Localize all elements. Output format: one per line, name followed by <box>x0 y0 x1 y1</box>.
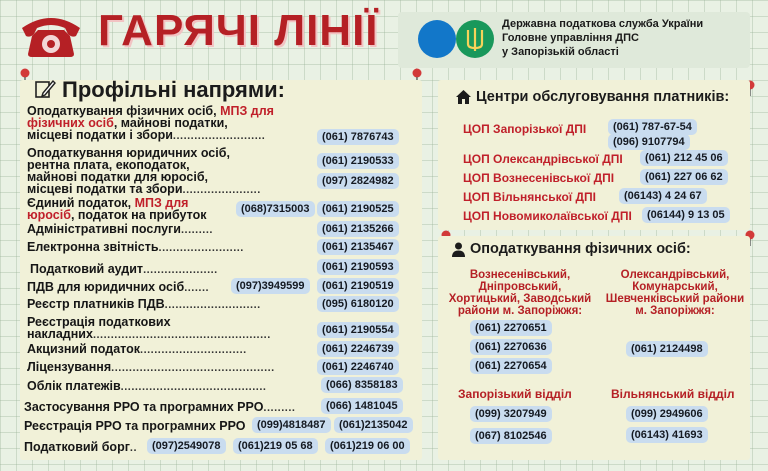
direction-label <box>30 263 218 276</box>
phone-number[interactable]: (061) 2270654 <box>470 358 552 374</box>
district-line: Комунарський, <box>632 281 718 293</box>
phone-number[interactable]: (061)219 06 00 <box>325 438 410 454</box>
direction-text: Податковий борг <box>24 440 130 454</box>
direction-text: , майнові податки, <box>113 116 228 130</box>
phone-number[interactable]: (097) 2824982 <box>317 173 399 189</box>
phone-number[interactable]: (061) 2246740 <box>317 359 399 375</box>
leader-dots: ........................ <box>158 242 244 254</box>
district-line: Дніпровський, <box>478 281 562 293</box>
leader-dots: ......... <box>263 402 296 414</box>
phone-number[interactable]: (066) 1481045 <box>321 398 403 414</box>
section-heading-directions: Профільні напрями: <box>62 77 285 102</box>
center-name: ЦОП Новомиколаївської ДПІ <box>463 209 632 223</box>
direction-label <box>27 147 261 196</box>
leader-dots: ........................... <box>164 299 261 311</box>
phone-number[interactable]: (061) 2190554 <box>317 322 399 338</box>
direction-label <box>27 105 274 142</box>
direction-text: місцеві податки і збори <box>27 128 173 142</box>
direction-text: Єдиний податок, <box>27 196 135 210</box>
leader-dots: ....... <box>184 282 210 294</box>
direction-highlight: юросіб <box>27 208 71 222</box>
direction-text: Реєстрація РРО та програмних РРО <box>24 419 246 433</box>
direction-text: Адміністративні послуги <box>27 222 181 236</box>
direction-text: Оподаткування юридичних осіб, <box>27 146 230 160</box>
phone-number[interactable]: (061) 2246739 <box>317 341 399 357</box>
phone-number[interactable]: (095) 6180120 <box>317 296 399 312</box>
phone-number[interactable]: (061) 2190525 <box>317 201 399 217</box>
direction-label <box>27 380 266 393</box>
phone-number[interactable]: (061) 2124498 <box>626 341 708 357</box>
phone-number[interactable]: (099)4818487 <box>252 417 331 433</box>
center-name: ЦОП Олександрівської ДПІ <box>463 152 623 166</box>
phone-number[interactable]: (067) 8102546 <box>470 428 552 444</box>
district-line: Вознесенівський, <box>469 269 571 281</box>
phone-number[interactable]: (061) 212 45 06 <box>640 150 728 166</box>
district-line: м. Запоріжжя: <box>635 305 715 317</box>
phone-icon <box>18 10 84 58</box>
direction-label <box>27 281 209 294</box>
direction-label <box>27 298 261 311</box>
phone-number[interactable]: (061) 2135467 <box>317 239 399 255</box>
phone-number[interactable]: (061)2135042 <box>334 417 413 433</box>
direction-text: Облік платежів <box>27 379 121 393</box>
leader-dots: .................................................. <box>92 329 271 341</box>
direction-text: Ліцензування <box>27 360 112 374</box>
direction-highlight: МПЗ для <box>134 196 189 210</box>
phone-number[interactable]: (06144) 9 13 05 <box>642 207 730 223</box>
phone-number[interactable]: (099) 2949606 <box>626 406 708 422</box>
department-name: Вільнянський відділ <box>611 387 735 401</box>
district-line: Олександрівський, <box>620 269 730 281</box>
leader-dots: .............................. <box>140 344 247 356</box>
leader-dots: .............................................. <box>111 362 275 374</box>
direction-highlight: фізичних осіб <box>27 116 114 130</box>
trident-icon <box>456 20 494 58</box>
leader-dots: ......... <box>180 224 213 236</box>
leader-dots: ..................... <box>143 264 218 276</box>
direction-text: рентна плата, екоподаток, <box>27 158 190 172</box>
phone-number[interactable]: (099) 3207949 <box>470 406 552 422</box>
phone-number[interactable]: (061) 787-67-54 <box>608 119 697 135</box>
direction-label <box>24 441 137 454</box>
direction-text: місцеві податки та збори <box>27 182 183 196</box>
org-line-2: Головне управління ДПС <box>502 32 639 44</box>
phone-number[interactable]: (097)3949599 <box>231 278 310 294</box>
phone-number[interactable]: (06143) 41693 <box>626 427 708 443</box>
phone-number[interactable]: (06143) 4 24 67 <box>619 188 707 204</box>
district-group-label <box>600 269 750 317</box>
direction-label <box>24 401 295 414</box>
section-heading-centers: Центри обслуговування платників: <box>476 89 730 105</box>
direction-highlight: МПЗ для <box>220 104 274 118</box>
phone-number[interactable]: (066) 8358183 <box>321 377 403 393</box>
org-line-3: у Запорізькій області <box>502 46 619 58</box>
direction-text: майнові податки для юросіб, <box>27 170 209 184</box>
direction-text: Реєстр платників ПДВ <box>27 297 165 311</box>
direction-label <box>27 343 247 356</box>
phone-number[interactable]: (061) 2190533 <box>317 153 399 169</box>
direction-text: ПДВ для юридичних осіб <box>27 280 185 294</box>
district-line: райони м. Запоріжжя: <box>457 305 583 317</box>
phone-number[interactable]: (061) 7876743 <box>317 129 399 145</box>
direction-text: Реєстрація податкових <box>27 315 171 329</box>
org-name <box>502 17 703 59</box>
direction-text: Податковий аудит <box>30 262 144 276</box>
phone-number[interactable]: (068)7315003 <box>236 201 315 217</box>
phone-number[interactable]: (061) 2135266 <box>317 221 399 237</box>
district-group-label <box>440 269 600 317</box>
home-icon <box>455 89 472 105</box>
direction-text: Оподаткування фізичних осіб, <box>27 104 221 118</box>
direction-text: Застосування РРО та програмних РРО <box>24 400 264 414</box>
phone-number[interactable]: (061) 2270636 <box>470 339 552 355</box>
direction-text: , податок на прибуток <box>70 208 207 222</box>
phone-number[interactable]: (061) 2270651 <box>470 320 552 336</box>
direction-label <box>27 223 213 236</box>
direction-label <box>27 316 271 341</box>
direction-label <box>27 197 206 221</box>
person-icon <box>451 242 466 257</box>
pen-icon <box>34 78 56 100</box>
leader-dots: ......................................... <box>120 381 267 393</box>
phone-number[interactable]: (061)219 05 68 <box>233 438 318 454</box>
page-title: ГАРЯЧІ ЛІНІЇ <box>98 6 379 55</box>
phone-number[interactable]: (096) 9107794 <box>608 134 690 150</box>
direction-text: Акцизний податок <box>27 342 141 356</box>
direction-text: Електронна звітність <box>27 240 159 254</box>
department-name: Запорізький відділ <box>458 387 572 401</box>
phone-number[interactable]: (097)2549078 <box>147 438 226 454</box>
org-line-1: Державна податкова служба України <box>502 18 704 30</box>
phone-number[interactable]: (061) 227 06 62 <box>640 169 728 185</box>
direction-label <box>27 361 275 374</box>
leader-dots: ...................... <box>182 184 261 196</box>
direction-text: накладних <box>27 327 93 341</box>
phone-number[interactable]: (061) 2190593 <box>317 259 399 275</box>
direction-label <box>24 420 245 432</box>
leader-dots: .......................... <box>172 130 266 142</box>
center-name: ЦОП Вознесенівської ДПІ <box>463 171 615 185</box>
center-name: ЦОП Запорізької ДПІ <box>463 122 587 136</box>
center-name: ЦОП Вільнянської ДПІ <box>463 190 597 204</box>
section-heading-individuals: Оподаткування фізичних осіб: <box>470 241 691 257</box>
district-line: Хортицький, Заводський <box>448 293 592 305</box>
district-line: Шевченківський райони <box>605 293 745 305</box>
dps-logo <box>418 20 456 58</box>
direction-label <box>27 241 244 254</box>
phone-number[interactable]: (061) 2190519 <box>317 278 399 294</box>
leader-dots: .. <box>129 442 138 454</box>
